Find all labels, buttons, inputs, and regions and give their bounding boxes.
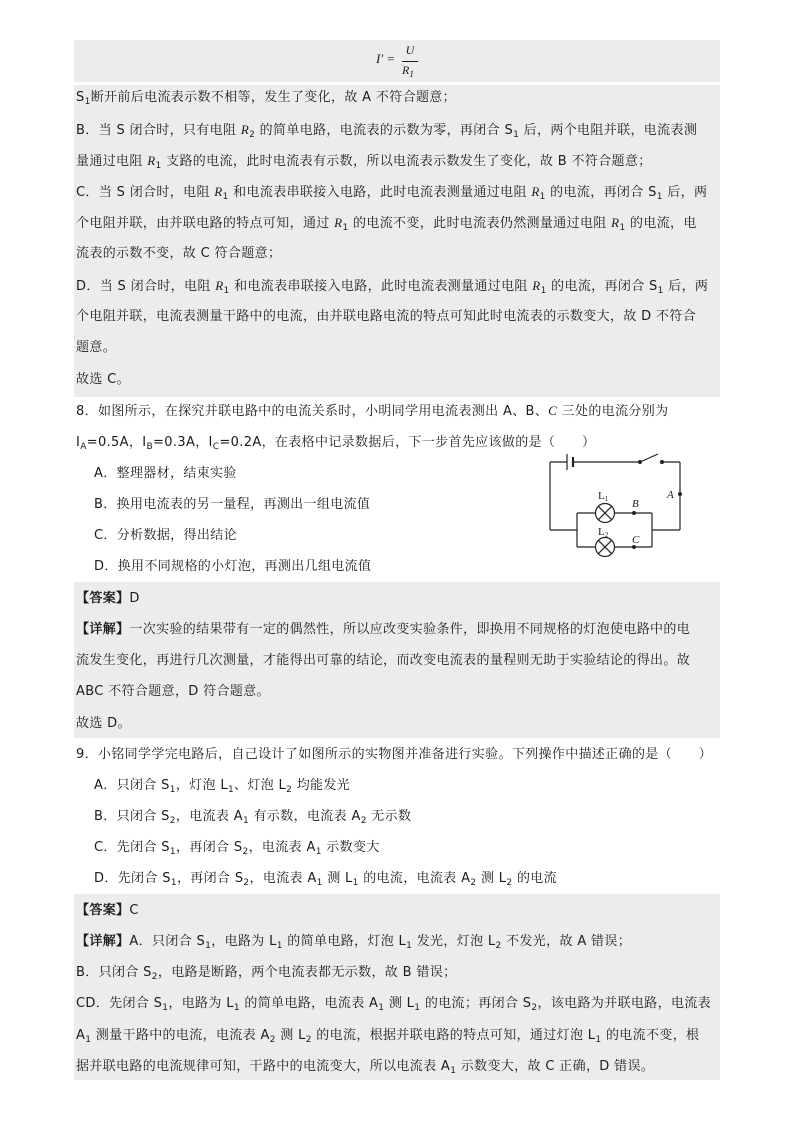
q8-detail-line-1: 【详解】一次实验的结果带有一定的偶然性，所以应改变实验条件，即换用不同规格的灯泡使电路中的电 [76, 622, 691, 637]
q8-stem-line-1: 8．如图所示，在探究并联电路中的电流关系时，小明同学用电流表测出 A、B、C 三处的电流分别为 [76, 403, 669, 419]
q9-option-a: A．只闭合 $S_1$，灯泡 $L_1$、灯泡 $L_2$ 均能发光 [94, 778, 351, 795]
formula-denominator: $R_1$ [402, 63, 414, 79]
q8-stem-line-2: $I_A=0.5A$，$I_B=0.3A$，$I_C=0.2A$，在表格中记录数据后，下一步首先应该做的是（ ） [76, 435, 596, 452]
q8-option-c: C．分析数据，得出结论 [94, 528, 237, 543]
q7-explanation-line-6: 流表的示数不变，故 C 符合题意； [76, 246, 282, 261]
label-l1: L1 [598, 490, 609, 503]
q7-explanation-line-8: 个电阻并联，电流表测量干路中的电流，由并联电路电流的特点可知此时电流表的示数变大，故 D 不符合 [76, 309, 697, 324]
q7-explanation-line-2: B．当 S 闭合时，只有电阻 $R_2$ 的简单电路，电流表的示数为零，再闭合 $S_1$ 后，两个电阻并联，电流表测 [76, 122, 698, 140]
q7-explanation-line-5: 个电阻并联，由并联电路的特点可知，通过 $R_1$ 的电流不变，此时电流表仍然测量通过电阻 $R_1$ 的电流，电 [76, 215, 697, 233]
q9-detail-line-2: B．只闭合 $S_2$，电路是断路，两个电流表都无示数，故 B 错误； [76, 965, 457, 982]
q8-option-b: B．换用电流表的另一量程，再测出一组电流值 [94, 497, 371, 512]
q9-option-c: C．先闭合 $S_1$，再闭合 $S_2$，电流表 $A_1$ 示数变大 [94, 840, 380, 857]
q9-detail-line-4: $A_1$ 测量干路中的电流，电流表 $A_2$ 测 $L_2$ 的电流，根据并联电路的特点可知，通过灯泡 $L_1$ 的电流不变，根 [76, 1028, 700, 1045]
q8-detail-line-3: ABC 不符合题意，D 符合题意。 [76, 684, 270, 699]
q7-explanation-line-3: 量通过电阻 $R_1$ 支路的电流，此时电流表有示数，所以电流表示数发生了变化，故 B 不符合题意； [76, 153, 652, 171]
label-a: A [667, 489, 674, 501]
q9-detail-line-3: CD．先闭合 $S_1$，电路为 $L_1$ 的简单电路，电流表 $A_1$ 测 $L_1$ 的电流；再闭合 $S_2$，该电路为并联电路，电流表 [76, 996, 712, 1013]
q9-option-d: D．先闭合 $S_1$，再闭合 $S_2$，电流表 $A_1$ 测 $L_1$ 的电流，电流表 $A_2$ 测 $L_2$ 的电流 [94, 871, 558, 888]
label-l2: L2 [598, 526, 609, 539]
answer-bg-q9 [74, 894, 720, 1080]
switch-pivot [638, 460, 642, 464]
q9-detail-line-1: 【详解】A．只闭合 $S_1$，电路为 $L_1$ 的简单电路，灯泡 $L_1$ 发光，灯泡 $L_2$ 不发光，故 A 错误； [76, 934, 632, 951]
q7-explanation-line-7: D．当 S 闭合时，电阻 $R_1$ 和电流表串联接入电路，此时电流表测量通过电阻 $R_1$ 的电流，再闭合 $S_1$ 后，两 [76, 278, 709, 296]
q9-stem: 9．小铭同学学完电路后，自己设计了如图所示的实物图并准备进行实验。下列操作中描述正确的是（ ） [76, 747, 713, 762]
point-b [632, 511, 636, 515]
label-b: B [632, 498, 639, 510]
switch-blade [640, 454, 658, 462]
switch-contact [660, 460, 664, 464]
q9-option-b: B．只闭合 $S_2$，电流表 $A_1$ 有示数，电流表 $A_2$ 无示数 [94, 809, 412, 826]
q9-detail-line-5: 据并联电路的电流规律可知，干路中的电流变大，所以电流表 $A_1$ 示数变大，故 C 正确，D 错误。 [76, 1059, 655, 1076]
parallel-circuit-diagram [540, 450, 690, 568]
q8-option-d: D．换用不同规格的小灯泡，再测出几组电流值 [94, 559, 372, 574]
q7-explanation-line-1: $S_1$断开前后电流表示数不相等，发生了变化，故 A 不符合题意； [76, 90, 456, 107]
q8-conclusion: 故选 D。 [76, 716, 131, 731]
q7-explanation-line-4: C．当 S 闭合时，电阻 $R_1$ 和电流表串联接入电路，此时电流表测量通过电阻 $R_1$ 的电流，再闭合 $S_1$ 后，两 [76, 184, 708, 202]
point-a [678, 492, 682, 496]
q9-answer: 【答案】C [76, 903, 139, 918]
q7-conclusion: 故选 C。 [76, 372, 130, 387]
label-c: C [632, 534, 640, 546]
q7-explanation-line-9: 题意。 [76, 340, 117, 355]
q8-answer: 【答案】D [76, 591, 140, 606]
formula [376, 40, 436, 80]
fraction-bar [402, 61, 418, 62]
formula-lhs: I′ = [376, 51, 396, 66]
formula-numerator: U [405, 43, 415, 57]
q8-option-a: A．整理器材，结束实验 [94, 466, 237, 481]
q8-detail-line-2: 流发生变化，再进行几次测量，才能得出可靠的结论，而改变电流表的量程则无助于实验结论的得出。故 [76, 653, 691, 668]
